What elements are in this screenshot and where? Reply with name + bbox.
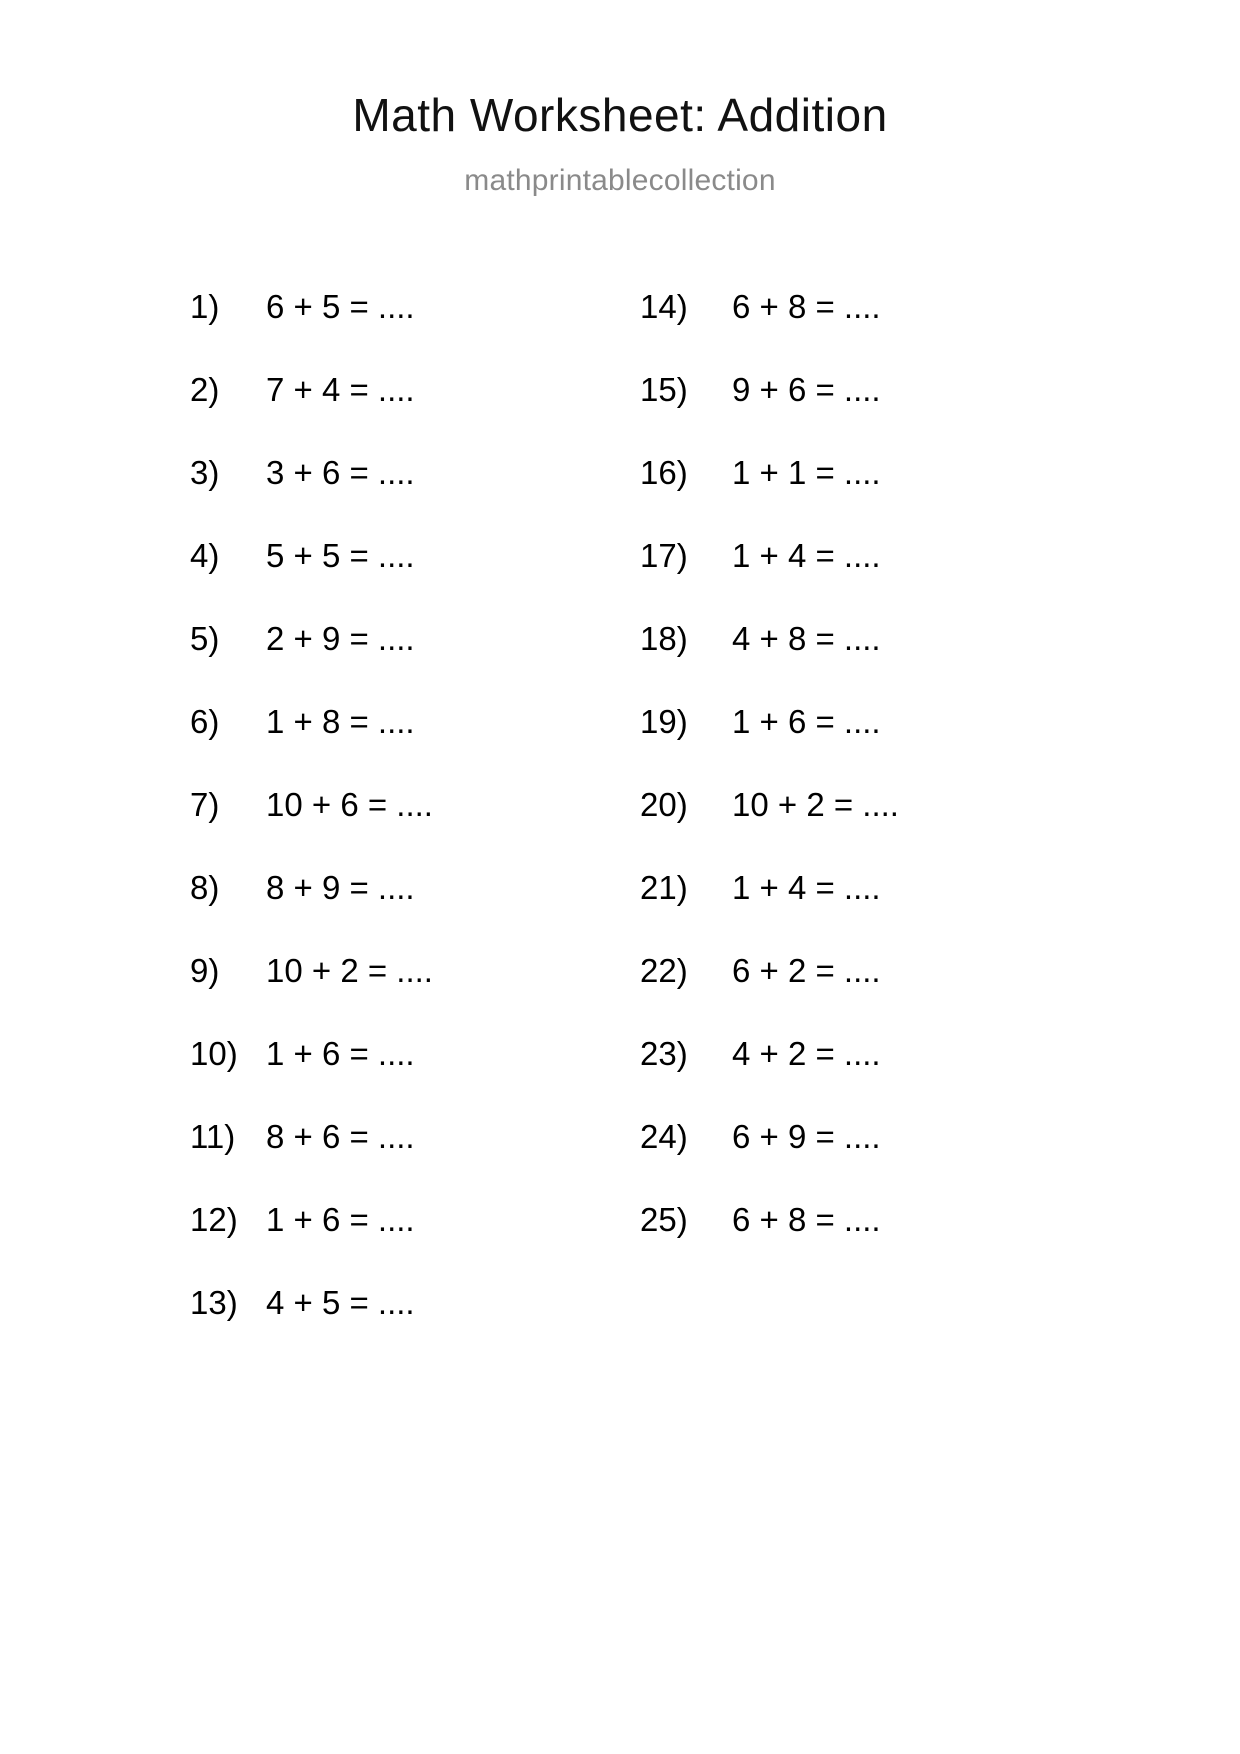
problem-expression: 10 + 2 = .... [266,952,433,989]
problem-item [190,1203,640,1286]
problem-number: 24) [640,1118,688,1155]
problem-number: 21) [640,869,688,906]
problem-expression: 9 + 6 = .... [732,371,881,408]
problem-column-left [190,290,640,1369]
problem-expression: 10 + 6 = .... [266,786,433,823]
problem-expression: 1 + 6 = .... [266,1035,415,1072]
problem-expression: 4 + 8 = .... [732,620,881,657]
problem-expression: 1 + 4 = .... [732,869,881,906]
problem-item [190,1037,640,1120]
problem-number: 15) [640,371,688,408]
problem-expression: 8 + 9 = .... [266,869,415,906]
problem-item [190,539,640,622]
problem-item [190,788,640,871]
problem-number: 18) [640,620,688,657]
problem-list [0,290,1240,1369]
problem-expression: 1 + 1 = .... [732,454,881,491]
problem-item [640,1203,1090,1286]
problem-number: 4) [190,537,220,574]
problem-expression: 4 + 5 = .... [266,1284,415,1321]
problem-number: 10) [190,1035,238,1072]
problem-expression: 6 + 9 = .... [732,1118,881,1155]
problem-item [640,456,1090,539]
problem-number: 25) [640,1201,688,1238]
problem-item [640,373,1090,456]
problem-column-right [640,290,1090,1369]
problem-item [640,622,1090,705]
problem-item [190,373,640,456]
problem-number: 6) [190,703,220,740]
problem-number: 13) [190,1284,238,1321]
problem-item [190,290,640,373]
problem-item [640,788,1090,871]
problem-number: 1) [190,288,220,325]
problem-expression: 6 + 2 = .... [732,952,881,989]
problem-number: 8) [190,869,220,906]
problem-number: 20) [640,786,688,823]
problem-item [190,954,640,1037]
problem-number: 23) [640,1035,688,1072]
problem-expression: 5 + 5 = .... [266,537,415,574]
problem-expression: 7 + 4 = .... [266,371,415,408]
problem-item [640,1037,1090,1120]
problem-item [190,705,640,788]
problem-item [640,539,1090,622]
problem-item [640,290,1090,373]
problem-expression: 6 + 5 = .... [266,288,415,325]
problem-number: 3) [190,454,220,491]
problem-item [640,1120,1090,1203]
problem-expression: 4 + 2 = .... [732,1035,881,1072]
problem-number: 17) [640,537,688,574]
problem-number: 7) [190,786,220,823]
problem-expression: 1 + 4 = .... [732,537,881,574]
problem-expression: 1 + 6 = .... [266,1201,415,1238]
problem-expression: 1 + 6 = .... [732,703,881,740]
problem-number: 2) [190,371,220,408]
problem-expression: 2 + 9 = .... [266,620,415,657]
problem-item [640,954,1090,1037]
problem-expression: 3 + 6 = .... [266,454,415,491]
problem-item [190,622,640,705]
problem-number: 14) [640,288,688,325]
problem-expression: 6 + 8 = .... [732,1201,881,1238]
problem-expression: 8 + 6 = .... [266,1118,415,1155]
page-title: Math Worksheet: Addition [352,89,888,141]
problem-number: 11) [190,1118,236,1155]
problem-item [190,871,640,954]
problem-number: 19) [640,703,688,740]
problem-number: 9) [190,952,220,989]
problem-item [190,1120,640,1203]
problem-expression: 1 + 8 = .... [266,703,415,740]
problem-item [640,705,1090,788]
problem-expression: 6 + 8 = .... [732,288,881,325]
problem-number: 5) [190,620,220,657]
problem-item [190,456,640,539]
problem-item [640,871,1090,954]
problem-number: 12) [190,1201,238,1238]
page-subtitle: mathprintablecollection [464,164,776,197]
problem-item [190,1286,640,1369]
problem-number: 22) [640,952,688,989]
problem-number: 16) [640,454,688,491]
problem-expression: 10 + 2 = .... [732,786,899,823]
